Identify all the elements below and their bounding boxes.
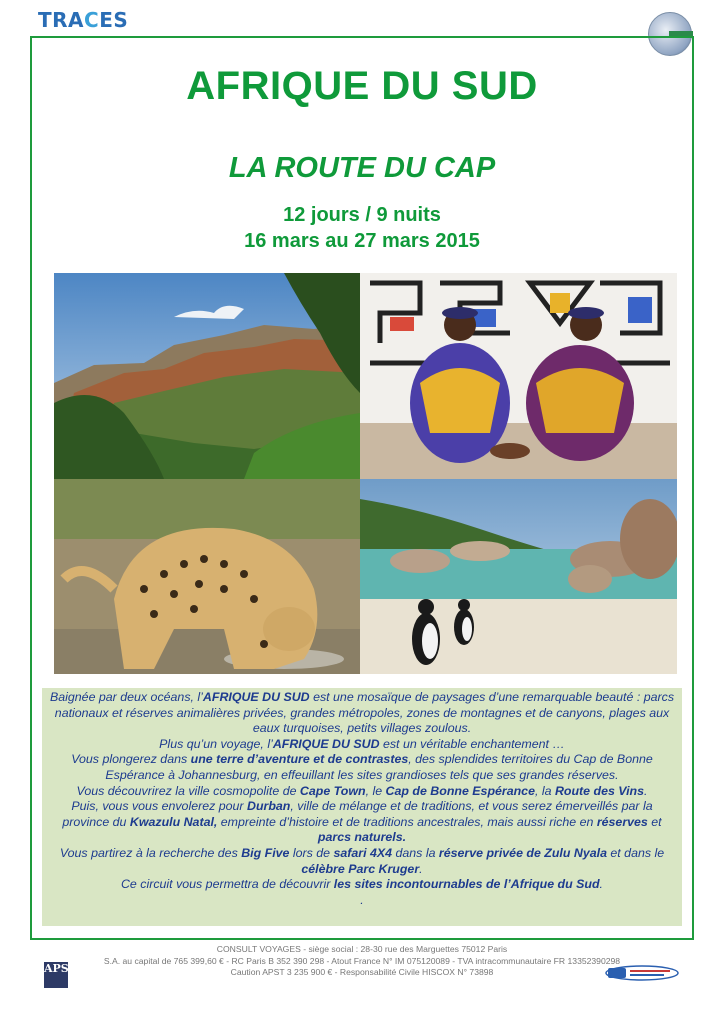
canyon-photo [54, 273, 360, 479]
footer-line-2: S.A. au capital de 765 399,60 € - RC Paris B 352 390 298 - Atout France N° IM 075120089 - TVA intracommunautaire FR 13352390298 [103, 955, 621, 966]
aps-logo: APS [44, 962, 68, 988]
description-paragraph-5: Puis, vous vous envolerez pour Durban, ville de mélange et de traditions, et vous serez émerveillés par la province du Kwazulu Natal, empreinte d’histoire et de traditions ancestrales, mais aussi riche en réserves et parcs naturels. [62, 799, 662, 845]
duration-text: 12 jours / 9 nuits [283, 204, 441, 226]
trip-duration [0, 202, 724, 254]
footer-line-3: Caution APST 3 235 900 € - Responsabilité Civile HISCOX N° 73898 [230, 967, 494, 977]
description-paragraph-8: . [360, 892, 364, 907]
traces-logo: TRACES [38, 8, 129, 32]
description-box [42, 688, 682, 926]
description-paragraph-4: Vous découvrirez la ville cosmopolite de Cape Town, le Cap de Bonne Espérance, la Route des Vins. [76, 783, 648, 798]
page-subtitle: LA ROUTE DU CAP [228, 152, 496, 184]
description-paragraph-6: Vous partirez à la recherche des Big Five lors de safari 4X4 dans la réserve privée de Zulu Nyala et dans le célèbre Parc Kruger. [59, 845, 665, 876]
dates-text: 16 mars au 27 mars 2015 [244, 230, 480, 252]
snav-logo [604, 964, 680, 982]
ndebele-photo [360, 273, 677, 479]
page-title: AFRIQUE DU SUD [186, 64, 538, 108]
description-paragraph-1: Baignée par deux océans, l’AFRIQUE DU SUD est une mosaïque de paysages d’une remarquable beauté : parcs nationaux et réserves animalières privées, grandes métropoles, zones de montagnes et de canyons, plages aux eaux turquoises, petits villages zoulous. [49, 690, 675, 736]
description-paragraph-2: Plus qu’un voyage, l’AFRIQUE DU SUD est un véritable enchantement … [159, 736, 565, 751]
leopard-photo [54, 479, 360, 674]
footer [90, 944, 634, 979]
penguins-photo [360, 479, 677, 674]
description-paragraph-7: Ce circuit vous permettra de découvrir les sites incontournables de l’Afrique du Sud. [120, 877, 603, 892]
footer-line-1: CONSULT VOYAGES - siège social : 28-30 rue des Marguettes 75012 Paris [216, 944, 508, 954]
description-paragraph-3: Vous plongerez dans une terre d’aventure et de contrastes, des splendides territoires du Cap de Bonne Espérance à Johannesburg, en effeuillant les sites grandioses tels que ses grandes réserves. [71, 752, 653, 782]
